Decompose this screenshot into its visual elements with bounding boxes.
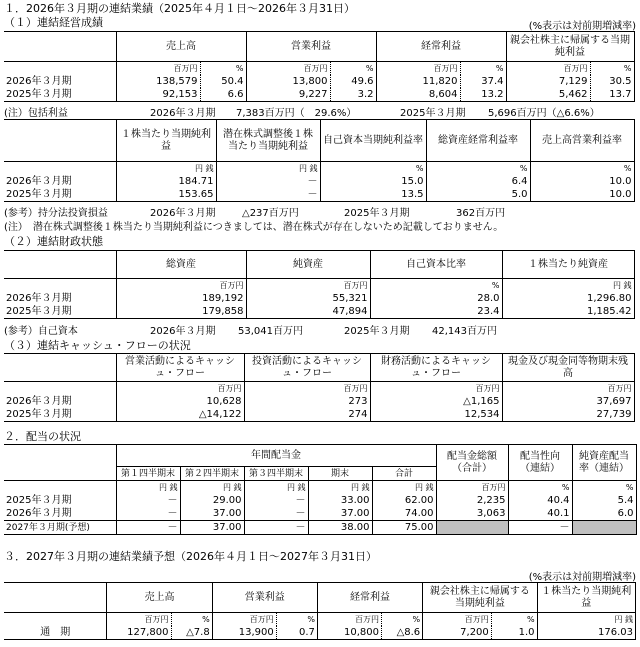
header-bps: １株当たり純資産 (502, 251, 634, 279)
unit: 百万円 (246, 279, 370, 293)
cell: 10.0 (530, 175, 634, 188)
cell: 11,820 (376, 75, 460, 88)
header-investing-cf: 投資活動によるキャッシュ・フロー (244, 354, 370, 382)
unit: 円 銭 (308, 481, 372, 495)
cell: 92,153 (116, 88, 200, 102)
cell: － (244, 521, 308, 535)
cell: 13.5 (320, 188, 426, 202)
cell: 37,697 (502, 395, 634, 408)
cell: 3,063 (436, 507, 508, 521)
unit: 百万円 (436, 481, 508, 495)
cell: 1,185.42 (502, 305, 634, 319)
unit: 百万円 (107, 613, 171, 627)
table-row (4, 292, 634, 305)
cell: 6.6 (200, 88, 246, 102)
note-value: △237百万円 (242, 208, 299, 219)
cell: △14,122 (116, 408, 244, 422)
header-margin: 売上高営業利益率 (530, 120, 634, 162)
cell: 127,800 (107, 626, 171, 640)
cell: 37.00 (180, 507, 244, 521)
cell: 30.5 (590, 75, 634, 88)
note-value: 7,383百万円（ 29.6%） (236, 108, 357, 119)
header-net-profit: 親会社株主に帰属する当期純利益 (423, 583, 537, 613)
table-row (4, 395, 634, 408)
header-year-end: 期末 (308, 467, 372, 481)
row-label: 2026年３月期 (6, 395, 72, 407)
unit: 円 銭 (372, 481, 436, 495)
unit: 百万円 (317, 613, 381, 627)
dividends-table (4, 444, 637, 535)
row-label: 2026年３月期 (6, 292, 72, 304)
header-ordinary-profit: 経常利益 (376, 32, 506, 62)
cell: 8,604 (376, 88, 460, 102)
header-diluted-eps: 潜在株式調整後１株当たり当期純利益 (216, 120, 320, 162)
unit: 円 銭 (216, 162, 320, 176)
unit: % (426, 162, 530, 176)
unit: 百万円 (370, 382, 502, 396)
row-label: 2026年３月期 (6, 175, 72, 187)
header-net-assets: 純資産 (246, 251, 370, 279)
cell: 0.7 (276, 626, 317, 640)
cell: － (116, 494, 180, 507)
row-label: 2025年３月期 (4, 408, 116, 422)
cell: 1,296.80 (502, 292, 634, 305)
header-q1: 第１四半期末 (116, 467, 180, 481)
note-value: 5,696百万円（△6.6%） (488, 108, 600, 119)
cash-flow-table (4, 353, 635, 422)
cell: 10.0 (530, 188, 634, 202)
cell: 62.00 (372, 494, 436, 507)
cell: 37.00 (180, 521, 244, 535)
cell: 50.4 (200, 75, 246, 88)
note-period: 2026年３月期 (150, 208, 216, 219)
header-payout: 配当性向（連結） (508, 445, 572, 481)
unit: % (276, 613, 317, 627)
subsection-operating-results: （１）連結経営成績 (4, 16, 103, 29)
unit: % (320, 162, 426, 176)
section1-title: １．2026年３月期の連結業績（2025年４月１日～2026年３月31日） (4, 2, 355, 15)
cell: 15.0 (320, 175, 426, 188)
unit: 百万円 (116, 382, 244, 396)
pct-note: (%表示は対前期増減率) (528, 21, 636, 32)
row-label: 2025年３月期 (4, 88, 116, 102)
cell (572, 521, 636, 535)
unit: 円 銭 (116, 162, 216, 176)
subsection-cash-flow: （３）連結キャッシュ・フローの状況 (4, 339, 191, 352)
note-period: 2026年３月期 (150, 108, 216, 119)
cell: 184.71 (116, 175, 216, 188)
note-period: 2026年３月期 (150, 326, 216, 337)
cell: 5.4 (572, 494, 636, 507)
row-label: 2025年３月期 (4, 305, 116, 319)
header-cash-end: 現金及び現金同等物期末残高 (502, 354, 634, 382)
cell: 2,235 (436, 494, 508, 507)
unit: 百万円 (212, 613, 276, 627)
cell: － (244, 494, 308, 507)
unit: 百万円 (502, 382, 634, 396)
unit: 円 銭 (537, 613, 635, 627)
cell: 6.4 (426, 175, 530, 188)
note-comprehensive-income-label: (注）包括利益 (4, 108, 68, 119)
header-annual-dividend: 年間配当金 (116, 445, 436, 467)
per-share-ratios-table (4, 119, 635, 202)
unit: 円 銭 (116, 481, 180, 495)
unit: 百万円 (116, 279, 246, 293)
unit: % (590, 62, 634, 76)
table-row (4, 188, 634, 202)
cell: 40.1 (508, 507, 572, 521)
table-row (4, 75, 634, 88)
cell: 176.03 (537, 626, 635, 640)
header-roa: 総資産経常利益率 (426, 120, 530, 162)
cell: △8.6 (381, 626, 422, 640)
note-equity-label: (参考）自己資本 (4, 326, 78, 337)
note-value: 42,143百万円 (432, 326, 497, 337)
cell: 55,321 (246, 292, 370, 305)
cell (436, 521, 508, 535)
section2-title: ２．配当の状況 (4, 430, 81, 443)
note-equity-method-label: (参考）持分法投資損益 (4, 208, 108, 219)
cell: 12,534 (370, 408, 502, 422)
unit: % (381, 613, 422, 627)
header-operating-cf: 営業活動によるキャッシュ・フロー (116, 354, 244, 382)
cell: 13,900 (212, 626, 276, 640)
row-label: 2027年３月期(予想) (4, 521, 116, 535)
cell: － (508, 521, 572, 535)
cell: 13,800 (246, 75, 330, 88)
cell: 75.00 (372, 521, 436, 535)
unit: % (508, 481, 572, 495)
note-period: 2025年３月期 (344, 326, 410, 337)
unit: 百万円 (116, 62, 200, 76)
unit: % (171, 613, 212, 627)
cell: 37.00 (308, 507, 372, 521)
unit: 百万円 (376, 62, 460, 76)
header-total-assets: 総資産 (116, 251, 246, 279)
unit: 百万円 (244, 382, 370, 396)
header-operating-profit: 営業利益 (212, 583, 317, 613)
cell: 74.00 (372, 507, 436, 521)
note-period: 2025年３月期 (344, 208, 410, 219)
cell: 1.0 (491, 626, 537, 640)
cell: 13.2 (460, 88, 506, 102)
cell: 33.00 (308, 494, 372, 507)
cell: 10,628 (116, 395, 244, 408)
row-label: 2025年３月期 (4, 188, 116, 202)
header-q3: 第３四半期末 (244, 467, 308, 481)
cell: 274 (244, 408, 370, 422)
pct-note: (%表示は対前期増減率) (528, 572, 636, 583)
unit: 百万円 (423, 613, 492, 627)
cell: 138,579 (116, 75, 200, 88)
financial-position-table (4, 250, 635, 319)
unit: 百万円 (246, 62, 330, 76)
header-equity-ratio: 自己資本比率 (370, 251, 502, 279)
header-q2: 第２四半期末 (180, 467, 244, 481)
cell: 5,462 (506, 88, 590, 102)
cell: 49.6 (330, 75, 376, 88)
header-ordinary-profit: 経常利益 (317, 583, 422, 613)
cell: － (116, 507, 180, 521)
subsection-financial-position: （２）連結財政状態 (4, 235, 103, 248)
cell: 6.0 (572, 507, 636, 521)
header-eps: １株当たり当期純利益 (537, 583, 635, 613)
cell: 189,192 (116, 292, 246, 305)
cell: － (216, 175, 320, 188)
row-label: 2025年３月期 (6, 494, 72, 506)
cell: 10,800 (317, 626, 381, 640)
row-label: 2026年３月期 (6, 507, 72, 519)
row-label: 2026年３月期 (6, 75, 72, 87)
cell: 9,227 (246, 88, 330, 102)
cell: 38.00 (308, 521, 372, 535)
header-net-profit: 親会社株主に帰属する当期純利益 (506, 32, 634, 62)
note-period: 2025年３月期 (400, 108, 466, 119)
unit: 円 銭 (502, 279, 634, 293)
table-row (4, 305, 634, 319)
unit: % (491, 613, 537, 627)
cell: 7,129 (506, 75, 590, 88)
unit: % (572, 481, 636, 495)
header-eps: １株当たり当期純利益 (116, 120, 216, 162)
cell: 29.00 (180, 494, 244, 507)
cell: － (216, 188, 320, 202)
cell: 37.4 (460, 75, 506, 88)
unit: % (330, 62, 376, 76)
cell: － (116, 521, 180, 535)
unit: % (200, 62, 246, 76)
header-total: 合計 (372, 467, 436, 481)
cell: － (244, 507, 308, 521)
table-row (4, 175, 634, 188)
table-row (4, 626, 636, 640)
cell: 23.4 (370, 305, 502, 319)
cell: 27,739 (502, 408, 634, 422)
cell: △7.8 (171, 626, 212, 640)
unit: % (530, 162, 634, 176)
table-row (4, 521, 636, 535)
cell: 179,858 (116, 305, 246, 319)
table-row (4, 507, 636, 521)
note-diluted: (注） 潜在株式調整後１株当たり当期純利益につきましては、潜在株式が存在しないため記載しておりません。 (4, 222, 504, 233)
table-row (4, 494, 636, 507)
header-financing-cf: 財務活動によるキャッシュ・フロー (370, 354, 502, 382)
table-row (4, 88, 634, 102)
unit: 円 銭 (180, 481, 244, 495)
section3-title: ３．2027年３月期の連結業績予想（2026年４月１日～2027年３月31日） (4, 550, 377, 563)
unit: 円 銭 (244, 481, 308, 495)
unit: 百万円 (506, 62, 590, 76)
cell: 7,200 (423, 626, 492, 640)
cell: △1,165 (370, 395, 502, 408)
table-row (4, 408, 634, 422)
cell: 273 (244, 395, 370, 408)
cell: 13.7 (590, 88, 634, 102)
note-value: 53,041百万円 (238, 326, 303, 337)
operating-results-table (4, 31, 635, 102)
cell: 28.0 (370, 292, 502, 305)
header-sales: 売上高 (116, 32, 246, 62)
row-label: 通 期 (4, 626, 107, 640)
forecast-table (4, 582, 636, 640)
header-sales: 売上高 (107, 583, 212, 613)
header-dividend-total: 配当金総額（合計） (436, 445, 508, 481)
cell: 47,894 (246, 305, 370, 319)
header-dividend-ratio: 純資産配当率（連結） (572, 445, 636, 481)
cell: 3.2 (330, 88, 376, 102)
unit: % (460, 62, 506, 76)
unit: % (370, 279, 502, 293)
header-roe: 自己資本当期純利益率 (320, 120, 426, 162)
cell: 5.0 (426, 188, 530, 202)
header-operating-profit: 営業利益 (246, 32, 376, 62)
cell: 153.65 (116, 188, 216, 202)
cell: 40.4 (508, 494, 572, 507)
note-value: 362百万円 (456, 208, 506, 219)
